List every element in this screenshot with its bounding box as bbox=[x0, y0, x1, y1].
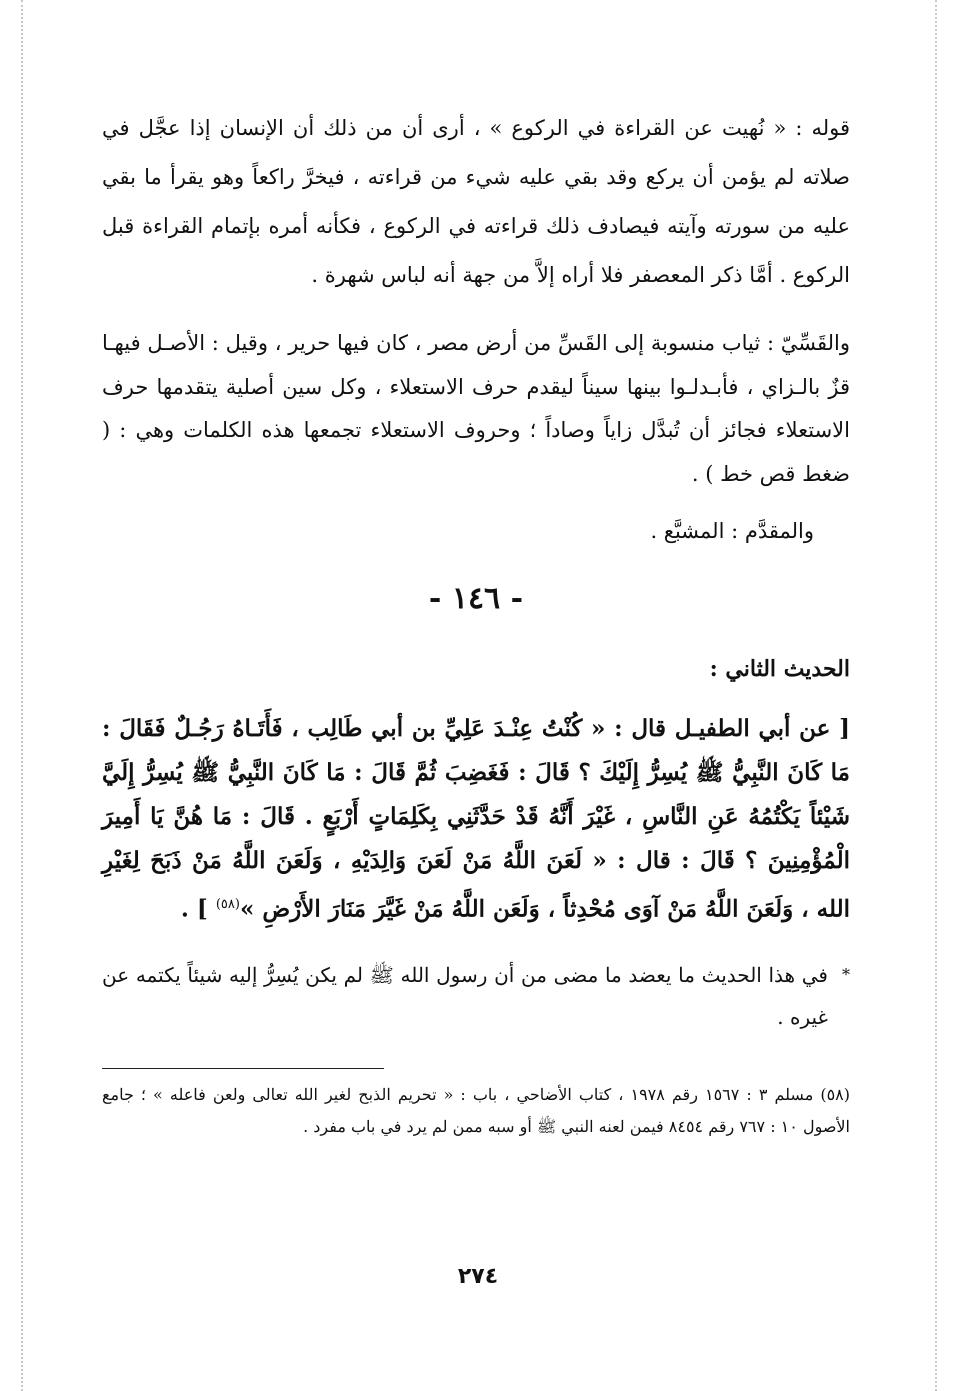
footnote-reference: (٥٨) bbox=[215, 897, 240, 912]
hadith-number-heading: - ١٤٦ - bbox=[428, 581, 524, 616]
footnote: (٥٨) مسلم ٣ : ١٥٦٧ رقم ١٩٧٨ ، كتاب الأضاحي ، باب : « تحريم الذبح لغير الله تعالى ولعن فاعله » ؛ جامع الأصول ١٠ : ٧٦٧ رقم ٨٤٥٤ فيمن لعنه النبي ﷺ أو سبه ممن لم يرد في باب مفرد . bbox=[102, 1084, 851, 1136]
right-margin-dotted-line bbox=[935, 0, 937, 1391]
commentary-paragraph: قوله : « نُهيت عن القراءة في الركوع » ، أرى أن من ذلك أن الإنسان إذا عجَّل في صلاته لم يؤمن أن يركع وقد بقي عليه شيء من قراءته ، فيخرَّ راكعاً وهو يقرأ ما بقي عليه من سورته وآيته فيصادف ذلك قراءته في الركوع ، فكأنه أمره بإتمام القراءة قبل الركوع . أمَّا ذكر المعصفر فلا أراه إلاَّ من جهة أنه لباس شهرة . bbox=[102, 116, 850, 287]
definition-paragraph: والقَسِّيّ : ثياب منسوبة إلى القَسِّ من أرض مصر ، كان فيها حرير ، وقيل : الأصـل فيهـا قزٌ بالـزاي ، فأبـدلـوا بينها سيناً ليقدم حرف الاستعلاء ، وكل سين أصلية يتقدمها حرف الاستعلاء فجائز أن تُبدَّل زاياً وصاداً ؛ وحروف الاستعلاء تجمعها هذه الكلمات وهي : ( ضغط قص خط ) . bbox=[102, 331, 850, 486]
footnote-separator bbox=[102, 1068, 384, 1069]
hadith-body: [ عن أبي الطفيـل قال : « كُنْتُ عِنْـدَ عَلِيِّ بن أبي طَالِب ، فَأَتَـاهُ رَجُـلٌ فَقَالَ : مَا كَانَ النَّبِيُّ ﷺ يُسِرُّ إِلَيْكَ ؟ قَالَ : فَغَضِبَ ثُمَّ قَالَ : مَا كَانَ النَّبِيُّ ﷺ يُسِرُّ إِلَيَّ شَيْئاً يَكْتُمُهُ عَنِ النَّاسِ ، غَيْرَ أَنَّهُ قَدْ حَدَّثَنِي بِكَلِمَاتٍ أَرْبَعٍ . قَالَ : مَا هُنَّ يَا أَمِيرَ الْمُؤْمِنِينَ ؟ قَالَ : قال : « لَعَنَ اللَّهُ مَنْ لَعَنَ وَالِدَيْهِ ، وَلَعَنَ اللَّهُ مَنْ ذَبَحَ لِغَيْرِ الله ، وَلَعَنَ اللَّهُ مَنْ آوَى مُحْدِثاً ، وَلَعَن اللَّهُ مَنْ غَيَّرَ مَنَارَ الأَرْضِ » bbox=[102, 715, 850, 923]
page-content bbox=[102, 104, 850, 1143]
page-number: ٢٧٤ bbox=[457, 1264, 499, 1289]
note-text: في هذا الحديث ما يعضد ما مضى من أن رسول الله ﷺ لم يكن يُسِرُّ إليه شيئاً يكتمه عن غيره . bbox=[102, 962, 828, 1029]
note-paragraph bbox=[102, 954, 850, 1038]
hadith-closing-bracket: ] . bbox=[180, 895, 216, 923]
hadith-title: الحديث الثاني : bbox=[709, 656, 850, 682]
asterisk-icon: * bbox=[842, 964, 850, 984]
hadith-text bbox=[102, 707, 850, 932]
short-definition: والمقدَّم : المشبَّع . bbox=[650, 519, 814, 543]
left-margin-dotted-line bbox=[21, 0, 23, 1391]
